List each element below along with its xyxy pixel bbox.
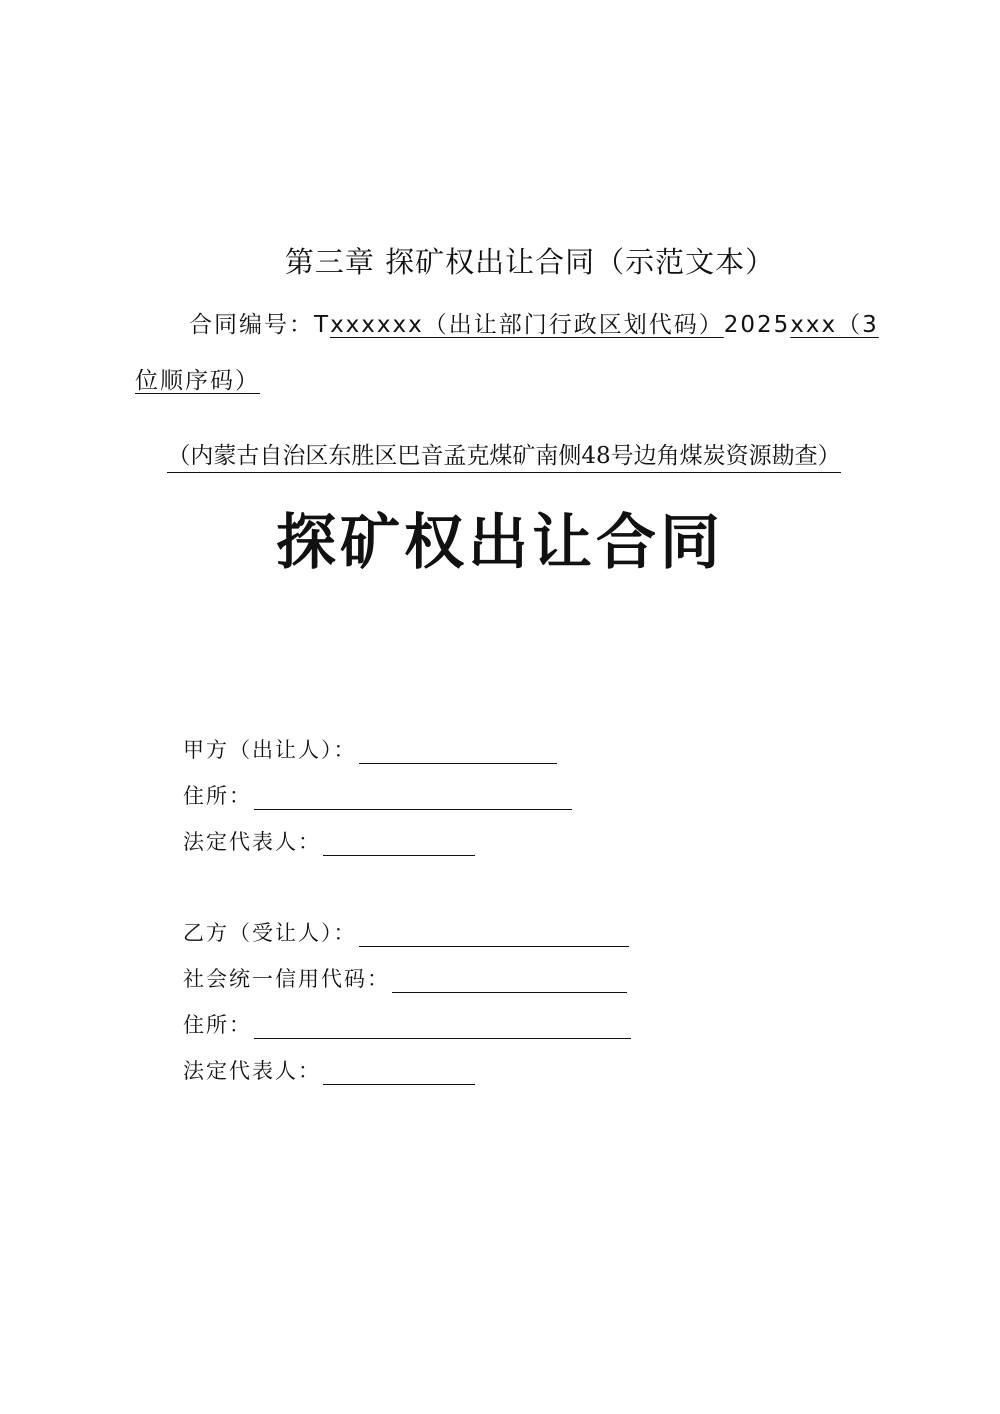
party-a-address-blank[interactable] xyxy=(254,787,572,810)
party-b-credit-code-field xyxy=(183,963,627,993)
party-b-name-blank[interactable] xyxy=(359,924,629,947)
party-a-rep-blank[interactable] xyxy=(323,833,475,856)
party-a-name-label: 甲方（出让人）： xyxy=(183,738,357,762)
party-a-name-blank[interactable] xyxy=(359,741,557,764)
party-b-address-label: 住所： xyxy=(183,1013,252,1037)
party-b-rep-label: 法定代表人： xyxy=(183,1059,321,1083)
party-b-name-label: 乙方（受让人）： xyxy=(183,921,357,945)
main-title: 探矿权出让合同 xyxy=(276,508,724,578)
contract-number-label: 合同编号： xyxy=(189,312,314,338)
party-a-name-field xyxy=(183,734,557,764)
party-b-address-field xyxy=(183,1009,631,1039)
project-name-line xyxy=(0,437,1000,473)
party-a-address-label: 住所： xyxy=(183,784,252,808)
chapter-title: 第三章 探矿权出让合同（示范文本） xyxy=(284,245,776,279)
party-b-rep-field xyxy=(183,1055,475,1085)
contract-number-sequence: xxx（3位顺序码） xyxy=(135,312,879,394)
party-b-rep-blank[interactable] xyxy=(323,1062,475,1085)
party-b-credit-code-label: 社会统一信用代码： xyxy=(183,967,390,991)
contract-number-year: 2025 xyxy=(723,312,791,338)
contract-number xyxy=(135,297,880,409)
project-name: （内蒙古自治区东胜区巴音孟克煤矿南侧48号边角煤炭资源勘查） xyxy=(167,437,840,473)
party-a-rep-field xyxy=(183,826,475,856)
party-a-address-field xyxy=(183,780,572,810)
party-b-credit-code-blank[interactable] xyxy=(392,970,627,993)
party-a-rep-label: 法定代表人： xyxy=(183,830,321,854)
party-b-name-field xyxy=(183,917,629,947)
contract-number-prefix: T xyxy=(314,312,331,338)
party-b-address-blank[interactable] xyxy=(254,1016,631,1039)
contract-number-region-code: xxxxxx（出让部门行政区划代码） xyxy=(330,312,724,338)
